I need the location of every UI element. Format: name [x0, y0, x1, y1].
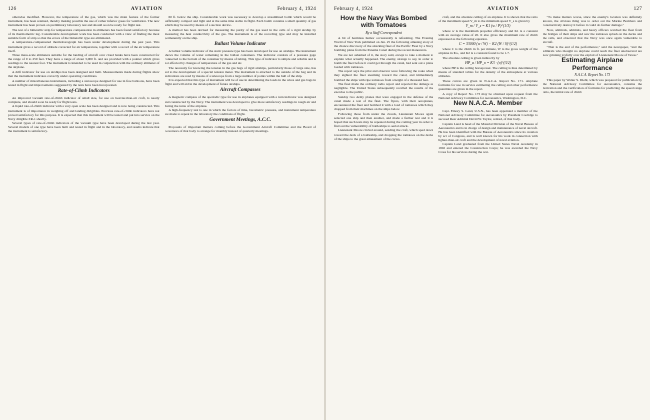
paragraph: A drift indicator for use on airships has been designed and built. Measurements made during flights show that the instrument indicates correctly under operating conditions.: [8, 69, 160, 79]
left-running-title: AVIATION: [130, 6, 163, 12]
right-column-2: [438, 15, 537, 416]
paragraph: Captain Land graduated from the United States Naval Academy in 1902 and entered the Construction Corps; he was awarded the Navy Cross for his services during the war.: [438, 142, 538, 155]
paragraph: A ballast volume indicator of the static pressure type has been developed for use on airships. The instrument shows the volume of water remaining in the ballast containers. The indicator consists of a pressure gage connected to the bottom of the container by means of tubing. This type of indicator is simple and reliable and is not affected by changes of temperature of the gas and air.: [164, 48, 316, 66]
paragraph: Following those from under the clouds, Lieutenant Moore again selected one ship and then another, and made a further test and it is hoped that such tests may be repeated during the coming year in order to find out the vulnerability of battleships to aerial attack.: [334, 111, 434, 128]
article-headline-performance: Estimating Airplane Performance: [561, 57, 624, 72]
left-page-number: 126: [8, 6, 17, 12]
paragraph: The test of a bimetallic strip for temperature compensation in altimeters has been found satisfactory because of its thermometric lag. Considerable development work has been conducted with a view of finding the most suitable form of strip so that the errors of the bimetallic type are eliminated.: [8, 27, 160, 40]
paragraph: Several types of rate-of-climb indicators of the vacuum type have been developed during the last year. Several models of one type have been built and tested in flight and in the laboratory, and results indicate that the instrument is satisfactory.: [8, 121, 160, 134]
left-page-date: February 4, 1924: [277, 6, 316, 12]
equation: C = 33000 (w / W) − K2 (W / S)^(1/2): [459, 41, 517, 46]
paragraph: A number of miscellaneous instruments, including a statoscope designed for use in free balloons, have been tested in flight and improvements suggested by the tests have been incorporated.: [8, 78, 160, 87]
article-byline: By a Staff Correspondent: [365, 30, 402, 35]
article-headline-tomatoes: How the Navy Was Bombed with Tomatoes: [340, 15, 427, 30]
right-page-number: 127: [633, 6, 642, 12]
paragraph: It is expected that this type of instrument will be of use in determining the loads in the wires and gas bags in flight and will aid in the development of future airships.: [164, 78, 316, 87]
paragraph: where C is the climb in ft. per minute, W is the gross weight of the airplane in lbs., and K2 is a constant found to be 1.7.: [438, 47, 538, 56]
left-column-1: [8, 15, 160, 416]
paragraph: A temperature-compensated thermobarograph has been under development during the past year. This instrument gives a record of altitude corrected for air temperature, together with a record of the air temperature itself.: [8, 40, 160, 53]
paragraph: craft, and the absolute ceiling of an airplane. It is shown that the ratio of the maximum speed V_m to the minimum speed V_s is given by: [438, 15, 538, 24]
paragraph: Proposals of important matters coming before the Government Aircraft Committee and the Board of Governors of that body to arrange for monthly instead of quarterly meetings.: [164, 125, 316, 134]
right-page: [326, 0, 650, 420]
paragraph: "To make matters worse, since the enemy's location was definitely known, the obvious thing was to order out the Marine Bombers and constructively destroy it before it could do further damage.": [542, 15, 642, 28]
paragraph: Now, admirals, admirals, and heavy officers watched the fleet from the bridges of their ships and saw the tomatoes splash on the decks and the rails, and observed that the Navy was once again vulnerable to aircraft.: [542, 27, 642, 44]
right-page-date: February 4, 1924: [334, 6, 373, 12]
section-heading-meetings: Government Meetings, A.C.C.: [209, 118, 272, 124]
paragraph: We are not ashamed of it, the story said, except to take a moment to explain what actually happened. The enemy, strange to say, in order to bomb the fleet before it could get through the canal, had sent out a plane loaded with tomatoes.: [334, 52, 434, 69]
paragraph: This paper by Walter S. Diehl, which was prepared for publication by the National Advisory Committee for Aeronautics, contains the derivation and the verification of formulas for predicting the speed range ratio, the initial rate of climb: [542, 78, 642, 95]
paragraph: The report says the pilot and observer were following the route when they sighted the fleet steaming toward the canal, and immediately bombed the ships with ripe tomatoes from a height of a thousand feet.: [334, 69, 434, 82]
right-column-3: [543, 15, 642, 416]
left-page-header: [8, 5, 316, 13]
right-page-header: [334, 5, 642, 13]
paragraph: A high-frequency test is one in which the factors of time, barometric pressure, and instrument temperature are made to repeat in the laboratory the conditions of flight.: [164, 108, 316, 117]
paragraph: Capt. Emory S. Land, U.S.N., has been appointed a member of the National Advisory Committee for Aeronautics by President Coolidge to succeed Rear Admiral David W. Taylor, retired, of that body.: [438, 108, 538, 121]
left-page: [0, 0, 324, 420]
paragraph: where w is the maximum propeller efficiency and K1 is a constant with an average value of 20. It also gives the maximum rate of climb expressed as the following equation.: [438, 29, 538, 42]
paragraph: 60 ft. below the ship. Considerable work was necessary to develop a streamlined bomb which would be sufficiently compact and light and at the same time stable in flight. Each bomb contains a small quantity of gas which may be used by means of a suction device.: [164, 15, 316, 28]
paragraph: The fleet made the ordinary radio report and reported the damage as negligible. The United States subsequently recalled the results of the exercise to the public.: [334, 82, 434, 95]
paragraph: A bit of harmless humor occasionally is refreshing. The Evening World of New York published on Jan. 25 the following amusing story of the chance discovery of the attacking fleet of the Pacific Fleet by a Navy bombing plane from the Panama Canal during the recent maneuvers.: [334, 35, 434, 52]
section-heading-ballast: Ballast Volume Indicator: [214, 41, 267, 47]
article-headline-naca-member: New N.A.C.A. Member: [453, 100, 523, 108]
paragraph: An improved vacuum rate-of-climb indicator of small size, for use on heavier-than-air craft, is nearly complete, and should soon be ready for flight tests.: [8, 95, 160, 104]
paragraph: Lieutenant Moore circled around, sending the craft, which sped down toward the deck of a battleship, and dropping the tomatoes on the decks of the ships to the great amusement of the crews.: [334, 128, 434, 141]
paragraph: Three mass-scale altimeters suitable for the landing of aircraft over cloud banks have been constructed for the range of 0 to 250 feet. They have a range of about 3,000 ft. and are provided with a pointer which gives readings to the nearest foot. The instrument is intended to be used in conjunction with the ordinary altimeter of the airplane.: [8, 53, 160, 70]
paragraph: "That is the end of the performance," said the newspaper, "and the admirals who thought no airplane could reach the fleet unobserved are now grinning joyfully over the exploit of Lieutenant Moore of Texas.": [542, 44, 642, 57]
paragraph: where HP is the ceiling horsepower. The ceiling is thus determined by means of standard tables for the density of the atmosphere at various altitudes.: [438, 66, 538, 79]
right-running-title: AVIATION: [487, 6, 520, 12]
section-heading-compasses: Aircraft Compasses: [220, 88, 261, 94]
section-heading-rate-of-climb: Rate-of-Climb Indicators: [57, 88, 110, 94]
paragraph: A magnetic compass of the aperiodic type for use in airplanes equipped with a turn indicator was designed and constructed by the Navy. The instrument was developed to give more satisfactory readings in rough air and during the turns of the airplane.: [164, 95, 316, 108]
right-column-1: [334, 15, 433, 416]
paragraph: The absolute ceiling is given indirectly by: [442, 56, 500, 61]
paragraph: Sunday two Army planes that were engaged in the defense of the canal made a test of the fleet. The flyers, with their aeroplanes, encountered the fleet and bombed it with a load of tomatoes which they dropped from their machines on the ships below.: [334, 94, 434, 112]
paragraph: Captain Land is head of the Material Division of the Naval Bureau of Aeronautics and is in charge of design and maintenance of naval aircraft. He has been identified with the Bureau of Aeronautics since its creation by act of Congress, and is well known for his work in connection with lighter-than-air craft and the development of naval aviation.: [438, 121, 538, 142]
paragraph: A copy of Report No. 173 may be obtained upon request from the National Advisory Committee for Aeronautics, Washington, D.C.: [438, 91, 538, 100]
article-subhead-report: N.A.C.A. Report No. 173: [574, 73, 611, 78]
paragraph: otherwise modified. However, the temperature of the gas, which was the main feature of the former instrument, has been retained, thereby making possible the use of rather inferior gases for ventilation. The new instrument has been proven on preliminary laboratory test and should soon be ready for flight test.: [8, 15, 160, 28]
equation: V_m / V_s = K1 (w / P)^(1/3): [465, 23, 511, 28]
equation: HP_a / HP_o = K3 · (σ)^(3/2): [465, 60, 511, 65]
paragraph: A liquid rate-of-climb indicator with a very open scale has been designed and is now being constructed. This instrument is of importance in weighing off and landing dirigibles. Previous rate-of-climb indicators have not proved satisfactory for this purpose. It is expected that this instrument will be tested and put into service on the Navy dirigible ZR-1 shortly.: [8, 104, 160, 121]
paragraph: The necessity for knowing the tension in the gas bags of rigid airships, particularly those of large size, has led to the development of a special tension meter. The instrument is attached to the outside of the bag and its indications are read by means of a telescope from a large number of points within the hull of the ship.: [164, 65, 316, 78]
paragraph: These curves are given in N.A.C.A. Report No. 171. Airplane formulas for use in service estimating the ceiling and other performance quantities are given in the report.: [438, 78, 538, 92]
paragraph: A method has been devised for measuring the purity of the gas used in the cells of a rigid airship by measuring the heat conductivity of the gas. The instrument is of the recording type and may be installed permanently on the ship.: [164, 27, 316, 40]
left-column-2: [165, 15, 317, 416]
